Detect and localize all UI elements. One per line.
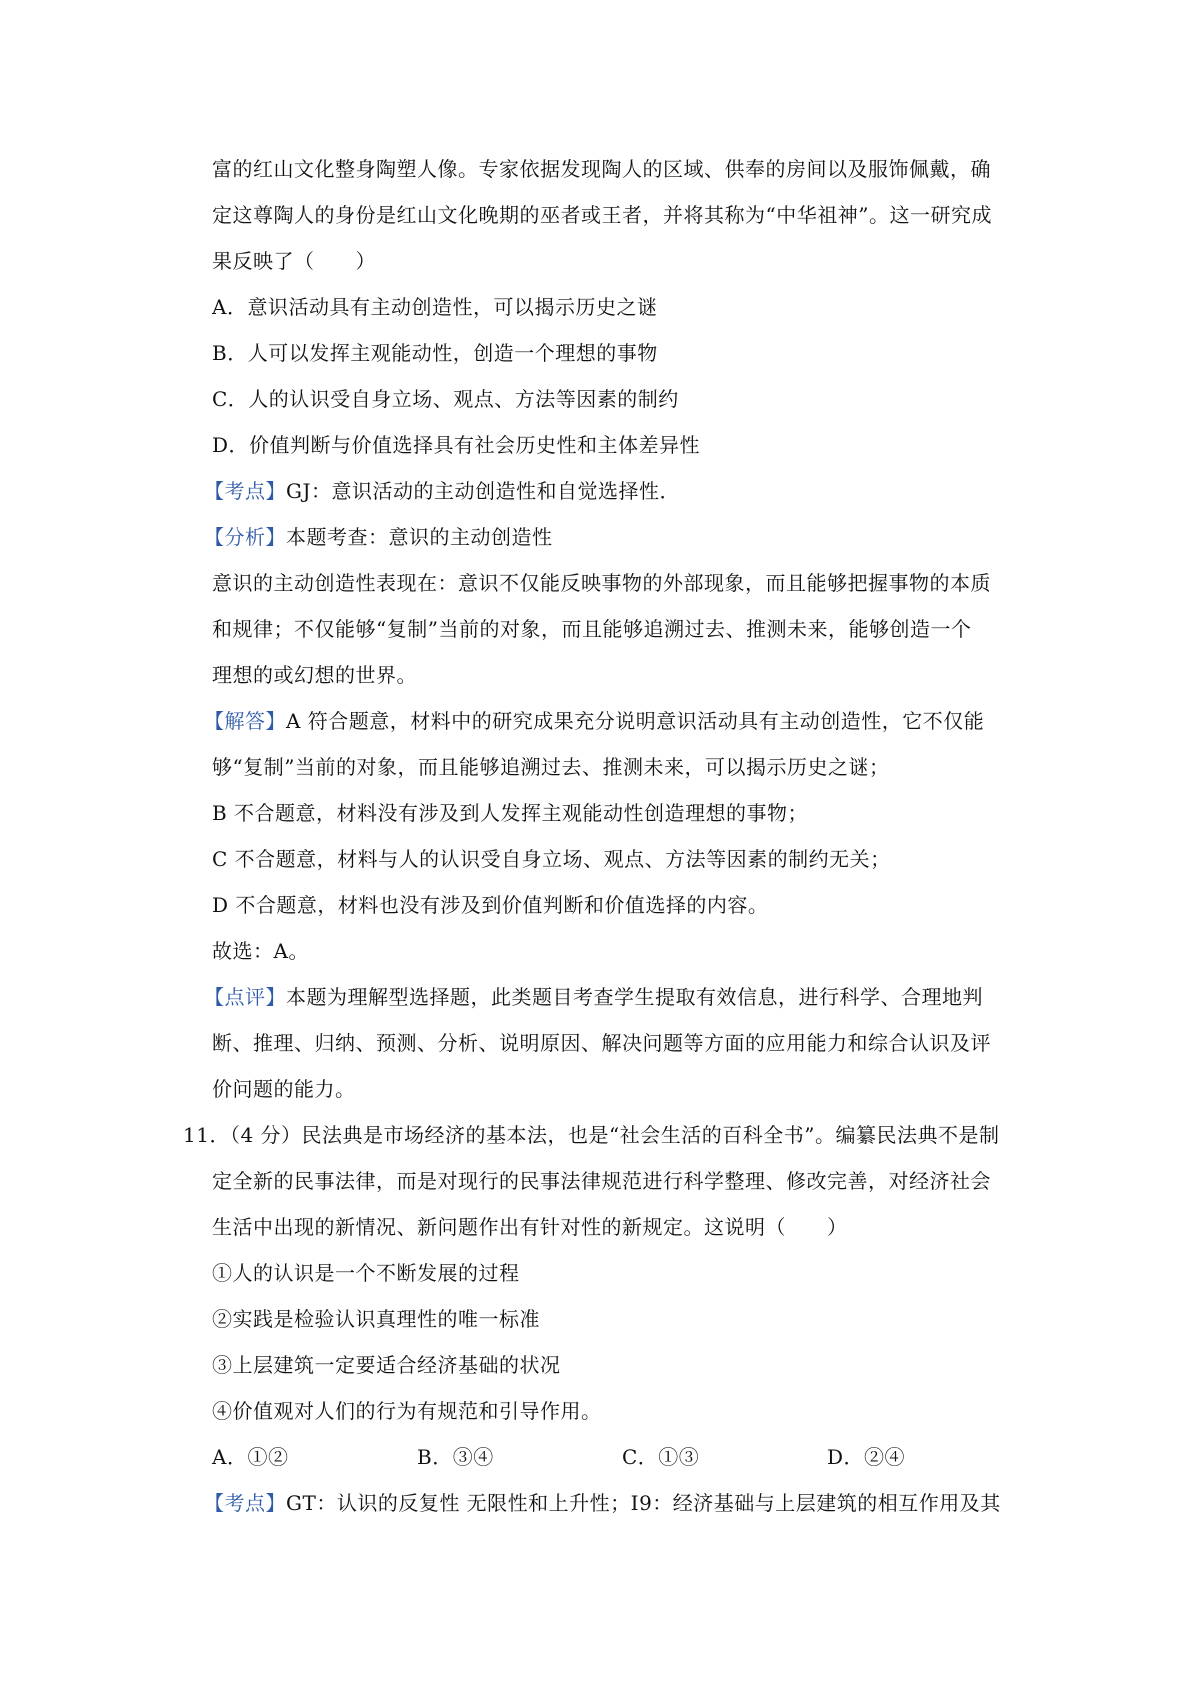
q10-stem-line-3: 果反映了（ ） (212, 249, 376, 273)
kaodian-text: GJ：意识活动的主动创造性和自觉选择性． (286, 479, 680, 503)
jieda-text: A 符合题意，材料中的研究成果充分说明意识活动具有主动创造性，它不仅能 (286, 709, 985, 733)
q10-dianping (204, 983, 983, 1011)
q11-kaodian-label: 考点 (224, 1491, 266, 1515)
q10-dianping-line-2: 价问题的能力。 (212, 1077, 356, 1101)
fenxi-label: 分析 (224, 525, 266, 549)
q11-statement-1: ①人的认识是一个不断发展的过程 (212, 1261, 520, 1285)
q10-jieda-line-1: 够“复制”当前的对象，而且能够追溯过去、推测未来，可以揭示历史之谜； (212, 755, 890, 779)
kaodian-bracket-close: 】 (265, 479, 286, 503)
q11-statement-4: ④价值观对人们的行为有规范和引导作用。 (212, 1399, 602, 1423)
q11-option-c: C．①③ (622, 1445, 700, 1469)
q11-kaodian-text: GT：认识的反复性 无限性和上升性；I9：经济基础与上层建筑的相互作用及其 (286, 1491, 1001, 1515)
q10-jieda-line-4: D 不合题意，材料也没有涉及到价值判断和价值选择的内容。 (212, 893, 769, 917)
q11-number-line: 11．（4 分）民法典是市场经济的基本法，也是“社会生活的百科全书”。编纂民法典不是制 (183, 1123, 1000, 1147)
q11-option-b: B．③④ (417, 1445, 494, 1469)
jieda-label: 解答 (224, 709, 266, 733)
q10-option-c: C．人的认识受自身立场、观点、方法等因素的制约 (212, 387, 679, 411)
fenxi-text: 本题考查：意识的主动创造性 (286, 525, 553, 549)
jieda-bracket-open: 【 (204, 709, 225, 733)
fenxi-bracket-close: 】 (265, 525, 286, 549)
kaodian-bracket-open: 【 (204, 479, 225, 503)
dianping-label: 点评 (224, 985, 266, 1009)
q10-stem-line-1: 富的红山文化整身陶塑人像。专家依据发现陶人的区域、供奉的房间以及服饰佩戴，确 (212, 157, 991, 181)
q11-option-d: D．②④ (827, 1445, 906, 1469)
q10-fenxi (204, 523, 553, 551)
q10-fenxi-line-1: 意识的主动创造性表现在：意识不仅能反映事物的外部现象，而且能够把握事物的本质 (212, 571, 991, 595)
q11-statement-2: ②实践是检验认识真理性的唯一标准 (212, 1307, 540, 1331)
q11-kaodian-bracket-close: 】 (265, 1491, 286, 1515)
dianping-bracket-open: 【 (204, 985, 225, 1009)
q11-kaodian-bracket-open: 【 (204, 1491, 225, 1515)
q11-options-row (212, 1443, 905, 1471)
q10-dianping-line-1: 断、推理、归纳、预测、分析、说明原因、解决问题等方面的应用能力和综合认识及评 (212, 1031, 991, 1055)
fenxi-bracket-open: 【 (204, 525, 225, 549)
q10-jieda (204, 707, 984, 735)
q10-stem-line-2: 定这尊陶人的身份是红山文化晚期的巫者或王者，并将其称为“中华祖神”。这一研究成 (212, 203, 992, 227)
q11-stem-line-1: 定全新的民事法律，而是对现行的民事法律规范进行科学整理、修改完善，对经济社会 (212, 1169, 991, 1193)
q10-option-a: A．意识活动具有主动创造性，可以揭示历史之谜 (212, 295, 658, 319)
q10-option-b: B．人可以发挥主观能动性，创造一个理想的事物 (212, 341, 658, 365)
q10-kaodian (204, 477, 680, 505)
dianping-bracket-close: 】 (265, 985, 286, 1009)
q11-kaodian (204, 1489, 1001, 1517)
q10-jieda-line-5: 故选：A。 (212, 939, 309, 963)
q10-fenxi-line-3: 理想的或幻想的世界。 (212, 663, 417, 687)
dianping-text: 本题为理解型选择题，此类题目考查学生提取有效信息，进行科学、合理地判 (286, 985, 983, 1009)
q10-jieda-line-3: C 不合题意，材料与人的认识受自身立场、观点、方法等因素的制约无关； (212, 847, 891, 871)
jieda-bracket-close: 】 (265, 709, 286, 733)
q10-option-d: D．价值判断与价值选择具有社会历史性和主体差异性 (212, 433, 701, 457)
kaodian-label: 考点 (224, 479, 266, 503)
q10-jieda-line-2: B 不合题意，材料没有涉及到人发挥主观能动性创造理想的事物； (212, 801, 809, 825)
q11-option-a: A．①② (212, 1445, 289, 1469)
q11-stem-line-2: 生活中出现的新情况、新问题作出有针对性的新规定。这说明（ ） (212, 1215, 848, 1239)
q11-statement-3: ③上层建筑一定要适合经济基础的状况 (212, 1353, 561, 1377)
q10-fenxi-line-2: 和规律；不仅能够“复制”当前的对象，而且能够追溯过去、推测未来，能够创造一个 (212, 617, 972, 641)
